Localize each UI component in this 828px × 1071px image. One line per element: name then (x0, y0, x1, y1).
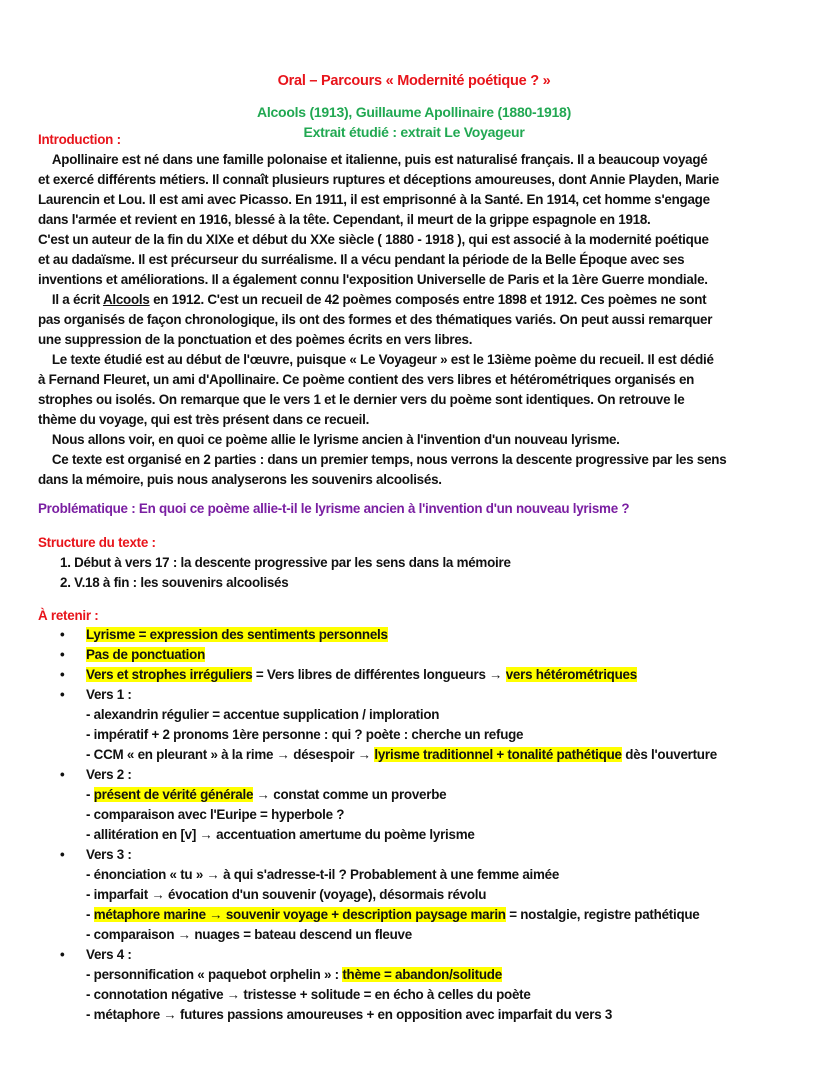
sub-item (38, 745, 828, 765)
introduction-heading: Introduction : (38, 132, 121, 147)
text-run: - alexandrin régulier = accentue supplication / imploration (86, 707, 440, 722)
text-run: - CCM « en pleurant » à la rime → désespoir → (86, 747, 375, 762)
bullet-item (38, 765, 828, 785)
intro-line (38, 310, 828, 330)
highlighted-text: thème = abandon/solitude (342, 967, 502, 982)
text-run: Vers 2 : (86, 767, 132, 782)
text-run: Vers 3 : (86, 847, 132, 862)
bullet-item (38, 945, 828, 965)
text-run: Vers 1 : (86, 687, 132, 702)
intro-line (38, 170, 828, 190)
sub-item (38, 725, 828, 745)
intro-line (38, 210, 828, 230)
intro-line (38, 370, 828, 390)
text-run: strophes ou isolés. On remarque que le vers 1 et le dernier vers du poème sont identiques. On retrouve le (38, 392, 685, 407)
work-subtitle: Alcools (1913), Guillaume Apollinaire (1880-1918) (256, 104, 571, 120)
highlighted-text: métaphore marine → souvenir voyage + description paysage marin (93, 907, 506, 922)
text-run: inventions et améliorations. Il a également connu l'exposition Universelle de Paris et la 1ère Guerre mondiale. (38, 272, 708, 287)
bullet-icon: • (60, 627, 65, 642)
text-run: = nostalgie, registre pathétique (505, 907, 700, 922)
text-run: - comparaison avec l'Euripe = hyperbole ? (86, 807, 345, 822)
bullet-icon: • (60, 687, 65, 702)
structure-heading: Structure du texte : (38, 535, 156, 550)
bullet-icon: • (60, 647, 65, 662)
sub-item (38, 965, 828, 985)
text-run: - (86, 787, 94, 802)
intro-line (38, 390, 828, 410)
structure-item: 1. Début à vers 17 : la descente progressive par les sens dans la mémoire (60, 555, 511, 570)
highlighted-text: vers hétérométriques (505, 667, 637, 682)
text-run: une suppression de la ponctuation et des poèmes écrits en vers libres. (38, 332, 473, 347)
extract-subtitle: Extrait étudié : extrait Le Voyageur (303, 124, 525, 140)
retenir-list (38, 625, 828, 1025)
text-run: - comparaison → nuages = bateau descend un fleuve (86, 927, 412, 942)
text-run: Ce texte est organisé en 2 parties : dans un premier temps, nous verrons la descente progressive par les sens (38, 452, 727, 467)
text-run: thème du voyage, qui est très présent dans ce recueil. (38, 412, 370, 427)
highlighted-text: présent de vérité générale (93, 787, 254, 802)
document-title: Oral – Parcours « Modernité poétique ? » (277, 73, 551, 89)
text-run: Vers 4 : (86, 947, 132, 962)
sub-item (38, 785, 828, 805)
sub-item (38, 905, 828, 925)
text-run: - impératif + 2 pronoms 1ère personne : qui ? poète : cherche un refuge (86, 727, 524, 742)
highlighted-text: lyrisme traditionnel + tonalité pathétique (374, 747, 622, 762)
intro-line (38, 330, 828, 350)
highlighted-text: Vers et strophes irréguliers (86, 667, 253, 682)
intro-line (38, 350, 828, 370)
text-run: Nous allons voir, en quoi ce poème allie le lyrisme ancien à l'invention d'un nouveau lyrisme. (38, 432, 620, 447)
text-run: et exercé différents métiers. Il connaît plusieurs ruptures et déceptions amoureuses, dont Annie Playden, Marie (38, 172, 719, 187)
text-run: Il a écrit (38, 292, 103, 307)
sub-item (38, 825, 828, 845)
text-run: pas organisés de façon chronologique, ils ont des formes et des thématiques variés. On peut aussi remarquer (38, 312, 713, 327)
text-run: - connotation négative → tristesse + solitude = en écho à celles du poète (86, 987, 531, 1002)
text-run: dès l'ouverture (621, 747, 717, 762)
text-run: dans l'armée et revient en 1916, blessé à la tête. Cependant, il meurt de la grippe espagnole en 1918. (38, 212, 651, 227)
bullet-item (38, 665, 828, 685)
sub-item (38, 925, 828, 945)
text-run: et au dadaïsme. Il est précurseur du surréalisme. Il a vécu pendant la période de la Belle Époque avec ses (38, 252, 685, 267)
text-run: Laurencin et Lou. Il est ami avec Picasso. En 1911, il est emprisonné à la Santé. En 1914, cet homme s'engage (38, 192, 710, 207)
underlined-title: Alcools (102, 292, 150, 307)
intro-line (38, 270, 828, 290)
text-run: en 1912. C'est un recueil de 42 poèmes composés entre 1898 et 1912. Ces poèmes ne sont (149, 292, 707, 307)
sub-item (38, 805, 828, 825)
sub-item (38, 1005, 828, 1025)
intro-line (38, 250, 828, 270)
sub-item (38, 885, 828, 905)
text-run: - imparfait → évocation d'un souvenir (voyage), désormais révolu (86, 887, 487, 902)
bullet-icon: • (60, 767, 65, 782)
bullet-icon: • (60, 667, 65, 682)
bullet-item (38, 685, 828, 705)
highlighted-text: Pas de ponctuation (86, 647, 206, 662)
text-run: - personnification « paquebot orphelin » : (86, 967, 343, 982)
intro-line (38, 430, 828, 450)
bullet-icon: • (60, 947, 65, 962)
text-run: dans la mémoire, puis nous analyserons les souvenirs alcoolisés. (38, 472, 442, 487)
intro-line (38, 290, 828, 310)
text-run: - allitération en [v] → accentuation amertume du poème lyrisme (86, 827, 475, 842)
sub-item (38, 865, 828, 885)
bullet-icon: • (60, 847, 65, 862)
retenir-heading: À retenir : (38, 608, 99, 623)
introduction-body (38, 150, 828, 490)
text-run: - (86, 907, 94, 922)
text-run: Le texte étudié est au début de l'œuvre, puisque « Le Voyageur » est le 13ième poème du recueil. Il est dédié (38, 352, 714, 367)
intro-line (38, 470, 828, 490)
text-run: = Vers libres de différentes longueurs → (252, 667, 506, 682)
problematique: Problématique : En quoi ce poème allie-t-il le lyrisme ancien à l'invention d'un nouveau lyrisme ? (38, 501, 630, 516)
structure-item: 2. V.18 à fin : les souvenirs alcoolisés (60, 575, 289, 590)
text-run: - métaphore → futures passions amoureuses + en opposition avec imparfait du vers 3 (86, 1007, 613, 1022)
intro-line (38, 190, 828, 210)
bullet-item (38, 645, 828, 665)
bullet-item (38, 845, 828, 865)
text-run: C'est un auteur de la fin du XIXe et début du XXe siècle ( 1880 - 1918 ), qui est associé à la modernité poétique (38, 232, 709, 247)
highlighted-text: Lyrisme = expression des sentiments personnels (86, 627, 388, 642)
intro-line (38, 150, 828, 170)
bullet-item (38, 625, 828, 645)
sub-item (38, 985, 828, 1005)
text-run: - énonciation « tu » → à qui s'adresse-t-il ? Probablement à une femme aimée (86, 867, 560, 882)
text-run: Apollinaire est né dans une famille polonaise et italienne, puis est naturalisé français. Il a beaucoup voyagé (38, 152, 708, 167)
intro-line (38, 410, 828, 430)
intro-line (38, 230, 828, 250)
text-run: à Fernand Fleuret, un ami d'Apollinaire. Ce poème contient des vers libres et hétérométriques organisés en (38, 372, 695, 387)
intro-line (38, 450, 828, 470)
sub-item (38, 705, 828, 725)
text-run: → constat comme un proverbe (253, 787, 447, 802)
